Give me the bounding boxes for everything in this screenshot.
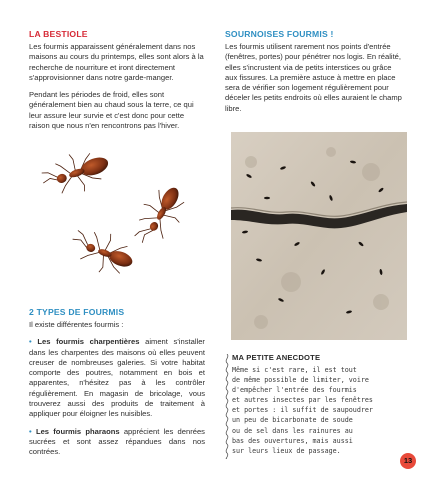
anecdote-line: sur leurs lieux de passage. [232, 446, 341, 455]
item-text: apprécient les denrées sucrées et sont assez répandues dans nos contrées. [29, 426, 205, 457]
anecdote-title: MA PETITE ANECDOTE [232, 353, 321, 362]
ant-icon [127, 178, 194, 253]
ants-crack-photo [231, 132, 407, 340]
section-sournoises-fourmis [225, 29, 405, 121]
item-text: aiment s'installer dans les charpentes des maisons où elles peuvent creuser de nombreuses galeries. Si votre habitat comporte des poutres, notamment en bois et apparentes, n'hésitez pas à les contrôler régulièrement. En magasin de bricolage, vous trouverez aussi des produits de traitement à appliquer pour éloigner les nuisibles. [29, 337, 205, 419]
wavy-border-icon [224, 354, 230, 459]
list-item [29, 427, 205, 458]
anecdote-text [232, 365, 408, 456]
ant-icon [37, 146, 115, 204]
anecdote-line: de même possible de limiter, voire [232, 376, 369, 385]
anecdote-line: bas des ouvertures, mais aussi [232, 436, 353, 445]
paragraph: Les fourmis utilisent rarement nos points d'entrée (fenêtres, portes) pour pénétrer nos logis. En réalité, elles s'incrustent via de petits interstices ou grâce aux fissures. La première astuce à mettre en place sera de vérifier son logement régulièrement pour déceler les petits endroits où elles auraient le champ libre. [225, 42, 402, 113]
intro-text: Il existe différentes fourmis : [29, 320, 124, 329]
paragraph: Pendant les périodes de froid, elles sont généralement bien au chaud sous la terre, ce qui leur assure leur survie et c'est donc pour cette raison que nous n'en rencontrons pas l'hiver. [29, 90, 194, 131]
paragraph: Les fourmis apparaissent généralement dans nos maisons au cours du printemps, elles sont alors à la recherche de nourriture et iront directement s'approvisionner dans notre garde-manger. [29, 42, 204, 82]
anecdote-line: d'empêcher l'entrée des fourmis [232, 386, 357, 395]
section-la-bestiole [29, 29, 205, 138]
section-types-fourmis [29, 307, 205, 465]
ants-illustration [32, 146, 197, 286]
item-name: Les fourmis charpentières [37, 337, 140, 347]
section-title: 2 TYPES DE FOURMIS [29, 307, 125, 317]
anecdote-line: ou de sel dans les rainures au [232, 426, 353, 435]
section-title: LA BESTIOLE [29, 29, 88, 39]
section-title: SOURNOISES FOURMIS ! [225, 29, 334, 39]
ant-icon [65, 222, 139, 281]
bullet-icon: • [29, 426, 32, 436]
list-item [29, 337, 205, 419]
page-number-badge: 13 [400, 453, 416, 469]
item-name: Les fourmis pharaons [35, 426, 120, 436]
anecdote-line: Même si c'est rare, il est tout [232, 366, 357, 374]
anecdote-line: un peu de bicarbonate de soude [232, 416, 353, 425]
bullet-icon: • [29, 337, 32, 347]
anecdote-line: et portes : il suffit de saupoudrer [232, 406, 373, 415]
anecdote-line: et autres insectes par les fenêtres [232, 396, 373, 405]
anecdote-box [224, 349, 406, 461]
